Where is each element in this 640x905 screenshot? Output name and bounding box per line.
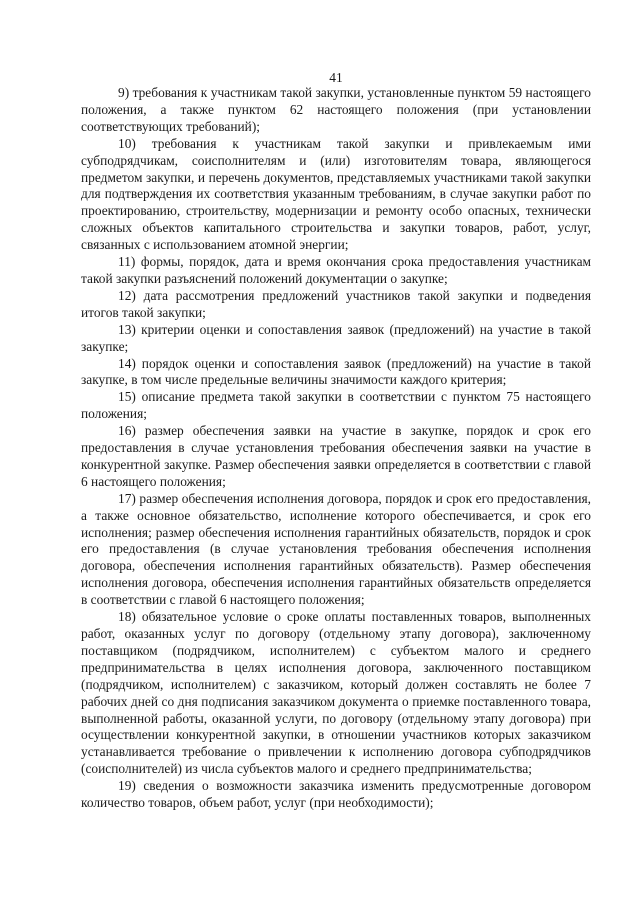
clause-11: 11) формы, порядок, дата и время окончания срока предоставления участникам такой закупки разъяснений положений документации о закупке; <box>81 254 591 286</box>
clause-18: 18) обязательное условие о сроке оплаты поставленных товаров, выполненных работ, оказанных услуг по договору (отдельному этапу договора), заключенному поставщиком (подрядчиком, исполнителем) с субъектом малого и среднего предпринимательства в целях исполнения договора, заключенного поставщиком (подрядчиком, исполнителем) с заказчиком, который должен составлять не более 7 рабочих дней со дня подписания заказчиком документа о приемке поставленного товара, выполненной работы, оказанной услуги, по договору (отдельному этапу договора) при осуществлении конкурентной закупки, в отношении участников которых заказчиком устанавливается требование о привлечении к исполнению договора субподрядчиков (соисполнителей) из числа субъектов малого и среднего предпринимательства; <box>81 609 591 777</box>
clause-17: 17) размер обеспечения исполнения договора, порядок и срок его предоставления, а также основное обязательство, исполнение которого обеспечивается, и срок его исполнения; размер обеспечения исполнения гарантийных обязательств, порядок и срок его предоставления (в случае установления требования обеспечения исполнения договора, обеспечения исполнения гарантийных обязательств). Размер обеспечения исполнения договора, обеспечения исполнения гарантийных обязательств определяется в соответствии с главой 6 настоящего положения; <box>81 490 591 608</box>
clause-15: 15) описание предмета такой закупки в соответствии с пунктом 75 настоящего положения; <box>81 389 591 422</box>
clause-9: 9) требования к участникам такой закупки, установленные пунктом 59 настоящего положения, а также пунктом 62 настоящего положения (при установлении соответствующих требований); <box>81 85 591 134</box>
clause-19: 19) сведения о возможности заказчика изменить предусмотренные договором количество товаров, объем работ, услуг (при необходимости); <box>81 778 591 811</box>
page-number: 41 <box>329 70 343 85</box>
clause-12: 12) дата рассмотрения предложений участников такой закупки и подведения итогов такой закупки; <box>81 287 591 320</box>
clause-14: 14) порядок оценки и сопоставления заявок (предложений) на участие в такой закупке, в том числе предельные величины значимости каждого критерия; <box>81 355 591 388</box>
document-body <box>81 85 591 812</box>
clause-10: 10) требования к участникам такой закупки и привлекаемым ими субподрядчикам, соисполнителям и (или) изготовителям товара, являющегося предметом закупки, и перечень документов, представляемых участниками такой закупки для подтверждения их соответствия указанным требованиям, в случае закупки работ по проектированию, строительству, модернизации и ремонту особо опасных, технически сложных объектов капитального строительства и закупки товаров, работ, услуг, связанных с использованием атомной энергии; <box>81 135 591 253</box>
clause-13: 13) критерии оценки и сопоставления заявок (предложений) на участие в такой закупке; <box>81 321 591 354</box>
clause-16: 16) размер обеспечения заявки на участие в закупке, порядок и срок его предоставления в случае установления требования обеспечения заявки на участие в конкурентной закупке. Размер обеспечения заявки определяется в соответствии с главой 6 настоящего положения; <box>81 423 591 489</box>
